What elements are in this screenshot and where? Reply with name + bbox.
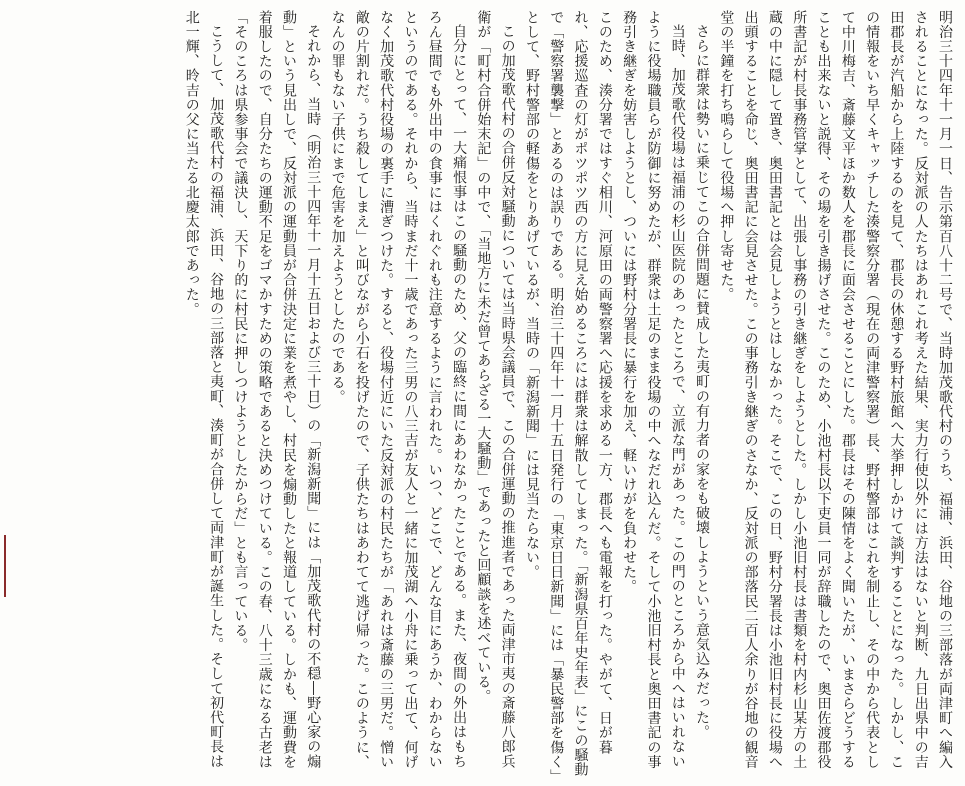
margin-underline-mark [4,535,6,597]
paragraph-4: このため、湊分署ではすぐ相川、河原田の両警察署へ応援を求める一方、郡長へも電報を打った。やがて、日が暮れ、応援巡査の灯がポツポツ西の方に見え始めるころには群衆は解散してしまった。「新潟県百年史年表」にこの騒動で「警察署襲撃」とあるのは誤りである。明治三十四年十一月十五日発行の「東京日日新聞」には「暴民警部を傷く」として、野村警部の軽傷をとりあげているが、当時の「新潟新聞」には見当たらない。 [523,10,613,777]
paragraph-7: それから、当時（明治三十四年十一月十五日および三十日）の「新潟新聞」には「加茂歌代村の不穏―野心家の煽動」という見出しで、反対派の運動員が合併決定に業を煮やし、村民を煽動したと報道している。しかも、運動費を着服したので、自分たちの運動不足をゴマかすための策略であると決めつけている。この春、八十三歳になる古老は「そのころは県参事会で議決し、天下り的に村民に押しつけようとしたからだ」とも言っている。 [232,10,322,770]
paragraph-8: こうして、加茂歌代村の福浦、浜田、谷地の三部落と夷町、湊町が合併して両津町が誕生した。そして初代町長は北一輝、昤吉の父に当たる北慶太郎であった。 [183,10,225,769]
paragraph-6: 自分にとって、一大痛恨事はこの騒動のため、父の臨終に間にあわなかったことである。また、夜間の外出はもちろん昼間でも外出中の食事にはくれぐれも注意するように言われた。いつ、どこで、どんな目にあうか、わからないというのである。それから、当時まだ十一歳であった三男の八三吉が友人と一緒に加茂湖へ小舟に乗って出て、何げなく加茂歌代村役場の裏手に漕ぎつけた。すると、役場付近にいた反対派の村民たちが「あれは斎藤の三男だ。憎い敵の片割れだ。うち殺してしまえ」と叫びながら小石を投げたので、子供たちはあわてて逃げ帰った。このように、なんの罪もない子供にまで危害を加えようとしたのである。 [329,10,468,770]
paragraph-3: 当時、加茂歌代役場は福浦の杉山医院のあったところで、立派な門があった。この門のところから中へはいれないように役場職員らが防御に努めたが、群衆は土足のまま役場の中へなだれ込んだ。そして小池旧村長と奥田書記の事務引き継ぎを妨害しようとし、ついには野村分署長に暴行を加え、軽いけがを負わせた。 [621,10,686,770]
paragraph-2: さらに群衆は勢いに乗じてこの合併問題に賛成した夷町の有力者の家をも破壊しようという意気込みだった。 [694,24,711,740]
vertical-text-body [7,10,957,780]
paragraph-1: 明治三十四年十一月一日、告示第百八十二号で、当時加茂歌代村のうち、福浦、浜田、谷地の三部落が両津町へ編入されることになった。反対派の人たちはあれこれ考えた結果、実力行使以外には方法はないと判断、九日出県中の吉田郡長が汽船から上陸するのを見て、郡長の休憩する野村旅館へ大挙押しかけて談判することになった。しかし、この情報をいち早くキャッチした湊警察分署（現在の両津警察署）長、野村警部はこれを制止し、その中から代表として中川梅吉、斎藤文平ほか数人を郡長に面会させることにした。郡長はその陳情をよく聞いたが、いまさらどうすることも出来ないと説得、その場を引き揚げさせた。このため、小池村長以下吏員一同が辞職したので、奥田佐渡郡役所書記が村長事務管掌として、出張し事務の引き継ぎをしようとした。しかし小池旧村長は書類を村内杉山某方の土蔵の中に隠して置き、奥田書記とは会見しようとはしなかった。そこで、この日、野村分署長は小池旧村長に役場へ出頭することを命じ、奥田書記に会見させた。この事務引き継ぎのさなか、反対派の部落民二百人余りが谷地の観音堂の半鐘を打ち鳴らして役場へ押し寄せた。 [718,10,953,770]
paragraph-5: この加茂歌代村の合併反対騒動については当時県会議員で、この合併運動の推進者であった両津市夷の斎藤八郎兵衛が「町村合併始末記」の中で、「当地方に未だ曾てあらざる一大騒動」であったと回顧談を述べている。 [475,10,516,769]
